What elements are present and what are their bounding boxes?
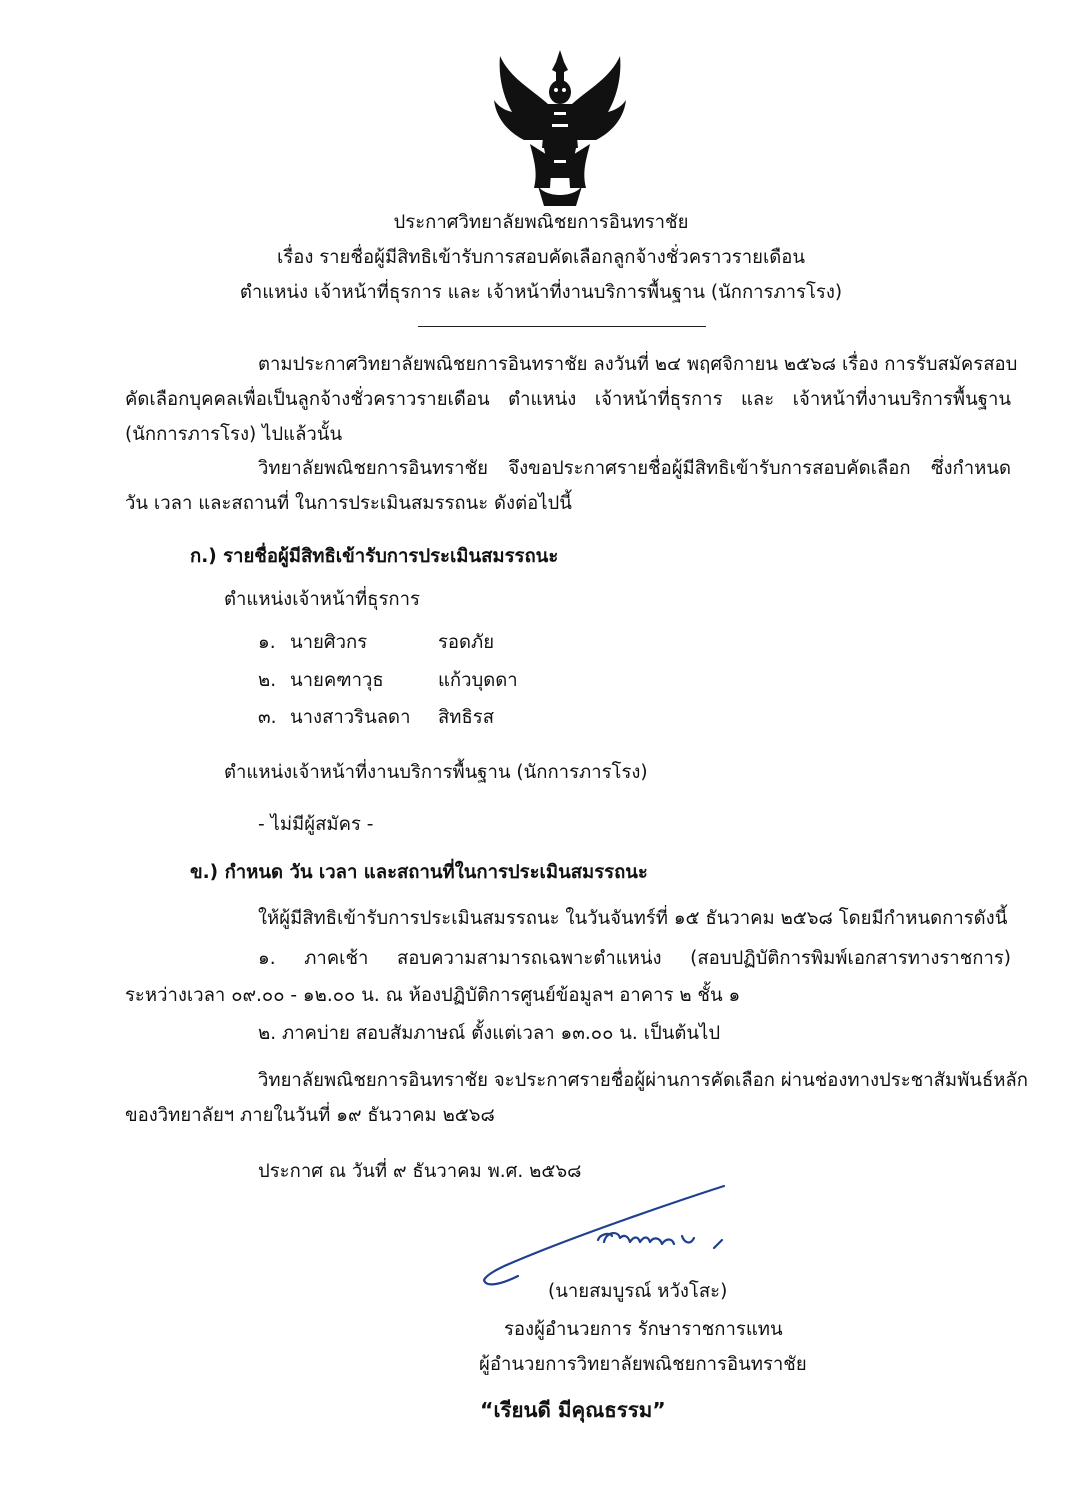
announcement-subject: เรื่อง รายชื่อผู้มีสิทธิเข้ารับการสอบคัดเลือกลูกจ้างชั่วคราวรายเดือน [276, 247, 806, 268]
section-b-heading: ข.) กำหนด วัน เวลา และสถานที่ในการประเมินสมรรถนะ [190, 862, 648, 883]
schedule-line: ๑. ภาคเช้า สอบความสามารถเฉพาะตำแหน่ง (สอบปฏิบัติการพิมพ์เอกสารทางราชการ) [258, 948, 1011, 969]
section-a-heading: ก.) รายชื่อผู้มีสิทธิเข้ารับการประเมินสมรรถนะ [190, 546, 559, 567]
candidate-last-name: รอดภัย [438, 632, 495, 653]
candidate-number: ๓. [258, 707, 277, 728]
announcement-date: ประกาศ ณ วันที่ ๙ ธันวาคม พ.ศ. ๒๕๖๘ [258, 1161, 582, 1182]
candidate-last-name: สิทธิรส [438, 707, 495, 728]
schedule-line: ให้ผู้มีสิทธิเข้ารับการประเมินสมรรถนะ ในวันจันทร์ที่ ๑๕ ธันวาคม ๒๕๖๘ โดยมีกำหนดการดังนี้ [258, 908, 1008, 929]
garuda-emblem-icon [490, 48, 630, 208]
intro-paragraph-line: (นักการภารโรง) ไปแล้วนั้น [125, 424, 343, 445]
schedule-line: ๒. ภาคบ่าย สอบสัมภาษณ์ ตั้งแต่เวลา ๑๓.๐๐ น. เป็นต้นไป [258, 1023, 721, 1044]
title-divider [418, 326, 706, 327]
announcement-title: ประกาศวิทยาลัยพณิชยการอินทราชัย [393, 212, 689, 233]
signature-icon [478, 1180, 738, 1292]
position-janitor-label: ตำแหน่งเจ้าหน้าที่งานบริการพื้นฐาน (นักการภารโรง) [224, 762, 648, 783]
results-notice-line: วิทยาลัยพณิชยการอินทราชัย จะประกาศรายชื่อผู้ผ่านการคัดเลือก ผ่านช่องทางประชาสัมพันธ์หลัก [258, 1070, 1028, 1091]
intro-paragraph-line: ตามประกาศวิทยาลัยพณิชยการอินทราชัย ลงวันที่ ๒๔ พฤศจิกายน ๒๕๖๘ เรื่อง การรับสมัครสอบ [258, 354, 1018, 375]
results-notice-line: ของวิทยาลัยฯ ภายในวันที่ ๑๙ ธันวาคม ๒๕๖๘ [125, 1105, 495, 1126]
candidate-first-name: นางสาวรินลดา [290, 707, 411, 728]
signer-role: รองผู้อำนวยการ รักษาราชการแทน [504, 1319, 783, 1340]
intro-paragraph-line: วิทยาลัยพณิชยการอินทราชัย จึงขอประกาศรายชื่อผู้มีสิทธิเข้ารับการสอบคัดเลือก ซึ่งกำหนด [258, 458, 1011, 479]
signer-role: ผู้อำนวยการวิทยาลัยพณิชยการอินทราชัย [479, 1354, 807, 1375]
intro-paragraph-line: วัน เวลา และสถานที่ ในการประเมินสมรรถนะ ดังต่อไปนี้ [125, 493, 572, 514]
candidate-last-name: แก้วบุดดา [438, 670, 518, 691]
candidate-number: ๒. [258, 670, 277, 691]
candidate-first-name: นายคฑาวุธ [290, 670, 384, 691]
signer-name: (นายสมบูรณ์ หวังโสะ) [548, 1281, 728, 1302]
candidate-number: ๑. [258, 632, 276, 653]
schedule-line: ระหว่างเวลา ๐๙.๐๐ - ๑๒.๐๐ น. ณ ห้องปฏิบัติการศูนย์ข้อมูลฯ อาคาร ๒ ชั้น ๑ [125, 985, 741, 1006]
candidate-first-name: นายศิวกร [290, 632, 368, 653]
no-applicant-note: - ไม่มีผู้สมัคร - [258, 814, 374, 835]
announcement-positions: ตำแหน่ง เจ้าหน้าที่ธุรการ และ เจ้าหน้าที่งานบริการพื้นฐาน (นักการภารโรง) [239, 282, 843, 303]
intro-paragraph-line: คัดเลือกบุคคลเพื่อเป็นลูกจ้างชั่วคราวรายเดือน ตำแหน่ง เจ้าหน้าที่ธุรการ และ เจ้าหน้าที่งานบริการพื้นฐาน [125, 389, 1011, 410]
position-clerk-label: ตำแหน่งเจ้าหน้าที่ธุรการ [224, 589, 420, 610]
college-motto: “เรียนดี มีคุณธรรม” [480, 1398, 666, 1422]
